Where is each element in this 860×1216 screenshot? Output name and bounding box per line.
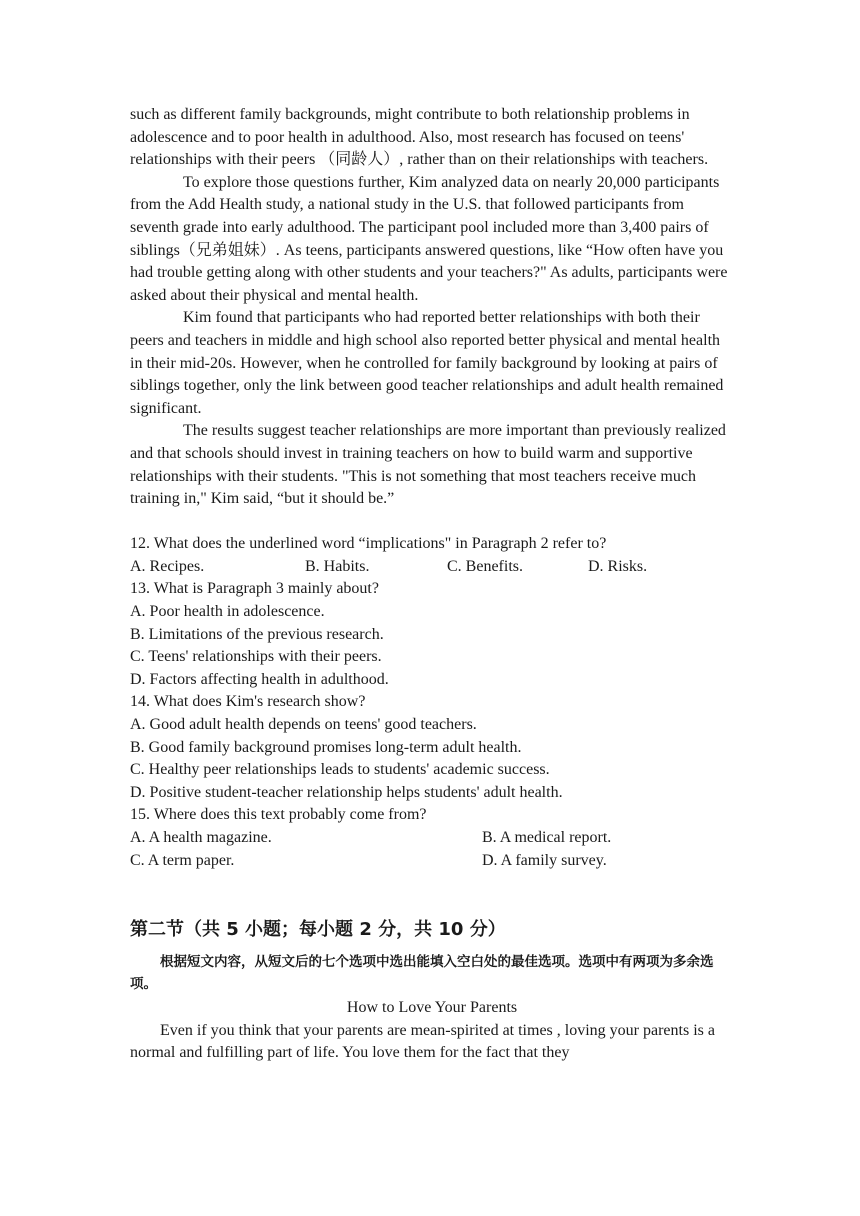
passage-title: How to Love Your Parents [346,999,518,1017]
passage-paragraph: Kim found that participants who had reported better relationships with both their peers and teachers in middle and high school also reported better physical and mental health in their mid-20s. However, when he controlled for family background by looking at pairs of siblings together, only the link between good teacher relationships and adult health remained significant. [130,309,724,417]
section-instructions: 根据短文内容，从短文后的七个选项中选出能填入空白处的最佳选项。选项中有两项为多余选项。 [130,954,714,993]
spacer [130,872,734,917]
option: A. Poor health in adolescence. [130,603,325,621]
option: D. Positive student-teacher relationship helps students' adult health. [130,783,563,801]
exam-page [130,104,734,1065]
spacer [130,511,734,534]
option: A. Good adult health depends on teens' good teachers. [130,716,477,734]
option: C. A term paper. [130,851,235,869]
passage-paragraph: such as different family backgrounds, might contribute to both relationship problems in adolescence and to poor health in adulthood. Also, most research has focused on teens' relationships with their peers （同龄人）, rather than on their relationships with teachers. [130,106,709,169]
option-row [130,850,734,873]
option: A. A health magazine. [130,829,272,846]
question-stem: 14. What does Kim's research show? [130,693,366,711]
option: D. A family survey. [482,851,607,869]
question-stem: 13. What is Paragraph 3 mainly about? [130,580,379,598]
question-stem: 12. What does the underlined word “implications" in Paragraph 2 refer to? [130,535,607,553]
option-row [130,556,734,579]
section-title: 第二节（共 5 小题；每小题 2 分，共 10 分） [130,919,506,941]
option: C. Teens' relationships with their peers. [130,648,382,666]
option: A. Recipes. [130,557,205,575]
option: B. Limitations of the previous research. [130,625,384,643]
option: C. Benefits. [447,557,523,575]
option: B. A medical report. [482,829,612,846]
option: D. Factors affecting health in adulthood. [130,670,389,688]
option: D. Risks. [588,557,648,575]
passage-paragraph: The results suggest teacher relationships are more important than previously realized and that schools should invest in training teachers on how to build warm and supportive relationships with their students. "This is not something that most teachers receive much training in," Kim said, “but it should be.” [130,422,726,508]
question-stem: 15. Where does this text probably come from? [130,806,427,824]
passage-paragraph: To explore those questions further, Kim analyzed data on nearly 20,000 participants from the Add Health study, a national study in the U.S. that followed participants from seventh grade into early adulthood. The participant pool included more than 3,400 pairs of siblings（兄弟姐妹）. As teens, participants answered questions, like “How often have you had trouble getting along with other students and your teachers?" As adults, participants were asked about their physical and mental health. [130,173,728,304]
option: B. Habits. [305,557,370,575]
option-row [130,827,734,850]
option: B. Good family background promises long-term adult health. [130,738,522,756]
option: C. Healthy peer relationships leads to students' academic success. [130,761,550,779]
passage-paragraph: Even if you think that your parents are mean-spirited at times , loving your parents is a normal and fulfilling part of life. You love them for the fact that they [130,1021,715,1062]
